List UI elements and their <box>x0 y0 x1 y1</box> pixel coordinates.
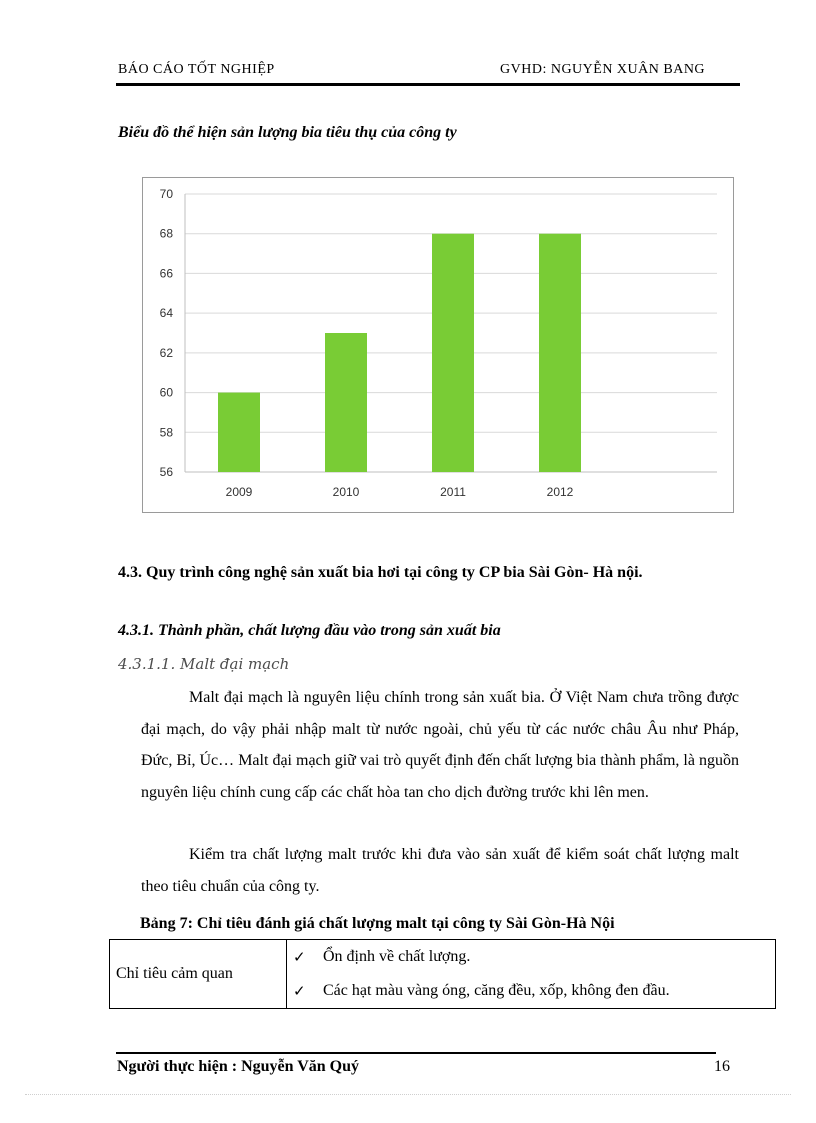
footer-author: Người thực hiện : Nguyễn Văn Quý <box>117 1058 360 1075</box>
chart-title: Biểu đồ thể hiện sản lượng bia tiêu thụ của công ty <box>118 124 457 141</box>
x-tick-label: 2010 <box>332 485 360 499</box>
header-advisor: GVHD: NGUYỄN XUÂN BANG <box>500 62 706 77</box>
malt-quality-table <box>109 939 776 1009</box>
subsubsection-heading: 4.3.1.1. Malt đại mạch <box>118 655 290 673</box>
bar-chart-svg <box>143 178 735 514</box>
checkmark-icon: ✓ <box>293 948 306 966</box>
y-tick-label: 58 <box>159 425 173 440</box>
y-tick-label: 70 <box>159 187 173 201</box>
footer-divider <box>116 1052 716 1054</box>
table-caption: Bảng 7: Chỉ tiêu đánh giá chất lượng malt tại công ty Sài Gòn-Hà Nội <box>140 915 615 932</box>
section-heading: 4.3. Quy trình công nghệ sản xuất bia hơi tại công ty CP bia Sài Gòn- Hà nội. <box>118 564 643 581</box>
bar <box>325 333 367 472</box>
bar <box>218 393 260 472</box>
header-report-title: BÁO CÁO TỐT NGHIỆP <box>118 62 275 77</box>
table-row <box>110 940 776 1009</box>
paragraph-malt-intro: Malt đại mạch là nguyên liệu chính trong sản xuất bia. Ở Việt Nam chưa trồng được đại mạch, do vậy phải nhập malt từ nước ngoài, chủ yếu từ các nước châu Âu như Pháp, Đức, Bỉ, Úc… Malt đại mạch giữ vai trò quyết định đến chất lượng bia thành phẩm, là nguồn nguyên liệu chính cung cấp các chất hòa tan cho dịch đường trước khi lên men. <box>141 689 739 801</box>
x-tick-label: 2012 <box>546 485 574 499</box>
bar-chart <box>142 177 734 513</box>
y-tick-label: 66 <box>159 266 173 281</box>
y-tick-label: 56 <box>159 465 173 479</box>
x-tick-label: 2009 <box>225 485 253 499</box>
criterion-item <box>293 974 769 1008</box>
checkmark-icon: ✓ <box>293 982 306 1000</box>
y-tick-label: 62 <box>159 345 173 360</box>
bar <box>432 234 474 472</box>
y-tick-label: 68 <box>159 226 173 241</box>
y-tick-label: 64 <box>159 306 173 321</box>
y-tick-label: 60 <box>159 385 173 400</box>
criterion-text: Các hạt màu vàng óng, căng đều, xốp, không đen đầu. <box>323 982 670 999</box>
table-row-label: Chỉ tiêu cảm quan <box>110 940 287 1009</box>
x-tick-label: 2011 <box>440 485 466 499</box>
page-number: 16 <box>714 1058 730 1075</box>
header-divider <box>116 83 740 86</box>
table-criteria-cell <box>287 940 776 1009</box>
criterion-text: Ổn định về chất lượng. <box>323 948 471 965</box>
subsection-heading: 4.3.1. Thành phần, chất lượng đầu vào trong sản xuất bia <box>118 622 501 639</box>
page-bottom-edge <box>25 1094 791 1095</box>
bar <box>539 234 581 472</box>
criterion-item <box>293 940 769 974</box>
paragraph-malt-quality: Kiểm tra chất lượng malt trước khi đưa vào sản xuất để kiểm soát chất lượng malt theo tiêu chuẩn của công ty. <box>141 846 739 895</box>
